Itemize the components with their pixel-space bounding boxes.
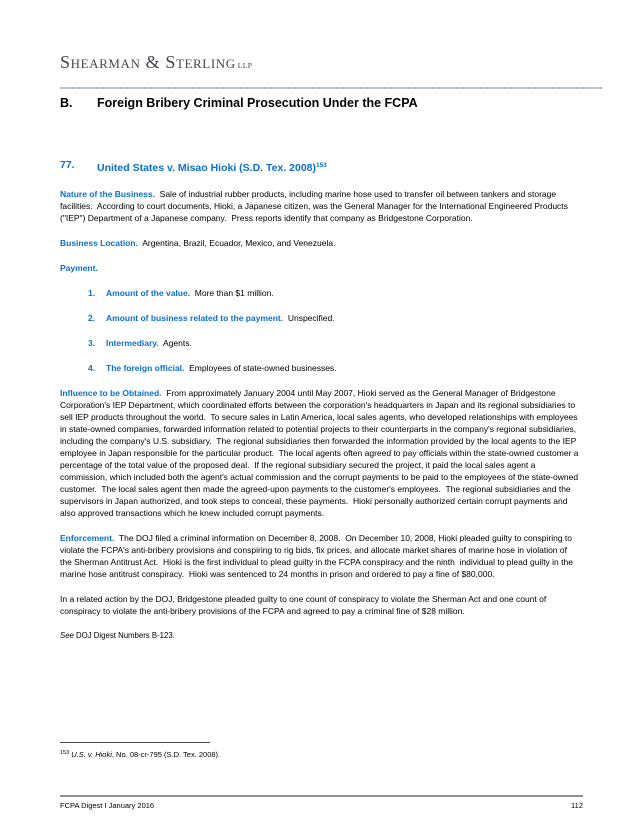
list-item-body (106, 287, 274, 299)
list-item-number: 4. (88, 363, 96, 373)
list-item (60, 337, 580, 349)
footnote-separator (60, 742, 210, 743)
list-item-label: Intermediary. (106, 338, 159, 348)
case-footnote-ref: 153 (316, 162, 327, 169)
paragraph-label: Nature of the Business. (60, 189, 155, 199)
paragraph-text: In a related action by the DOJ, Bridgestone pleaded guilty to one count of conspiracy to violate the Sherman Act and one count of conspiracy to violate the anti-bribery provisions of the FCPA and agreed to pay a criminal fine of $28 million. (60, 594, 549, 616)
footer-row (60, 801, 583, 810)
see-prefix: See (60, 631, 74, 640)
list-item-number: 1. (88, 288, 96, 298)
paragraph-text: From approximately January 2004 until May 2007, Hioki served as the General Manager of Bridgestone Corporation's IEP Department, which coordinated efforts between the corporation's headquarters in Japan and its regional subsidiaries to sell IEP products throughout the world. To secure sales in Latin America, local sales agents, who developed relationships with employees in state-owned companies, forwarded information related to potential projects to their counterparts in the company's regional subsidiaries, including the company's U.S. subsidiary. The regional subsidiaries then forwarded the information provided by the local agents to the IEP employee in Japan responsible for the particular product. The local agents often agreed to pay officials within the state-owned customer a percentage of the total value of the proposed deal. If the regional subsidiary secured the project, it paid the local sales agent a commission, which included both the agent's actual commission and the corrupt payments to be paid to the employees of the state-owned customer. The local sales agent then made the agreed-upon payments to the customer's employees. The regional subsidiaries and the supervisors in Japan authorized, and took steps to conceal, these payments. Hioki personally authorized certain corrupt payments and also approved transactions which he knew included corrupt payments. (60, 388, 581, 518)
list-item (60, 287, 580, 299)
list-item-text: Agents. (158, 338, 192, 348)
see-reference-note (60, 631, 580, 641)
paragraph-influence (60, 387, 580, 519)
footer-title: FCPA Digest I January 2016 (60, 801, 155, 810)
payment-list (60, 287, 580, 374)
page-footer (60, 795, 583, 810)
case-heading (60, 159, 580, 175)
paragraph-enforcement (60, 532, 580, 580)
list-item-label: Amount of the value. (106, 288, 191, 298)
footnote-case-name: U.S. v. Hioki (71, 750, 112, 759)
list-item-body (106, 312, 335, 324)
list-item-label: Amount of business related to the payment. (106, 313, 284, 323)
paragraph-payment (60, 262, 580, 274)
list-item-text: Employees of state-owned businesses. (184, 363, 337, 373)
list-item-text: More than $1 million. (190, 288, 274, 298)
page-number: 112 (571, 801, 583, 810)
list-item-body (106, 362, 337, 374)
list-item-body (106, 337, 192, 349)
list-item-number: 3. (88, 338, 96, 348)
paragraph-label: Enforcement. (60, 533, 115, 543)
logo-llp-suffix: LLP (237, 61, 253, 70)
footnote-citation: , No. 08-cr-795 (S.D. Tex. 2008). (111, 750, 221, 759)
footnote (60, 748, 480, 760)
paragraph-nature-of-business (60, 188, 580, 224)
paragraph-business-location (60, 237, 580, 249)
page-content (60, 52, 580, 641)
footnote-ref: 153 (60, 750, 70, 756)
paragraph-text: Argentina, Brazil, Ecuador, Mexico, and Venezuela. (137, 238, 336, 248)
paragraph-text: Sale of industrial rubber products, including marine hose used to transfer oil between tankers and storage facilities. According to court documents, Hioki, a Japanese citizen, was the General Manager for the International Engineered Products ("IEP") Department of a Japanese company. Press reports identify that company as Bridgestone Corporation. (60, 189, 571, 223)
paragraph-label: Business Location. (60, 238, 138, 248)
case-title (97, 159, 327, 175)
logo-text: Shearman & Sterling (60, 52, 236, 72)
shearman-sterling-logo (60, 52, 580, 76)
footer-rule (60, 795, 583, 797)
list-item-label: The foreign official. (106, 363, 185, 373)
paragraph-label: Influence to be Obtained. (60, 388, 162, 398)
list-item (60, 312, 580, 324)
paragraph-related-action (60, 593, 580, 617)
section-title: Foreign Bribery Criminal Prosecution Under the FCPA (97, 96, 418, 110)
list-item-text: Unspecified. (283, 313, 335, 323)
paragraph-label: Payment. (60, 263, 98, 273)
header-rule (60, 87, 602, 89)
see-text: DOJ Digest Numbers B-123. (73, 631, 175, 640)
paragraph-text: The DOJ filed a criminal information on December 8, 2008. On December 10, 2008, Hioki pleaded guilty to conspiring to violate the FCPA's anti-bribery provisions and conspiring to rig bids, fix prices, and allocate market shares of marine hose in violation of the Sherman Antitrust Act. Hioki is the first individual to plead guilty in the FCPA conspiracy and the ninth individual to plead guilty in the marine hose antitrust conspiracy. Hioki was sentenced to 24 months in prison and ordered to pay a fine of $80,000. (60, 533, 576, 579)
case-title-text: United States v. Misao Hioki (S.D. Tex. 2008) (97, 162, 317, 174)
list-item (60, 362, 580, 374)
list-item-number: 2. (88, 313, 96, 323)
section-number: B. (60, 96, 73, 110)
section-heading (60, 96, 580, 111)
footnote-block (60, 742, 480, 760)
case-number: 77. (60, 159, 75, 171)
